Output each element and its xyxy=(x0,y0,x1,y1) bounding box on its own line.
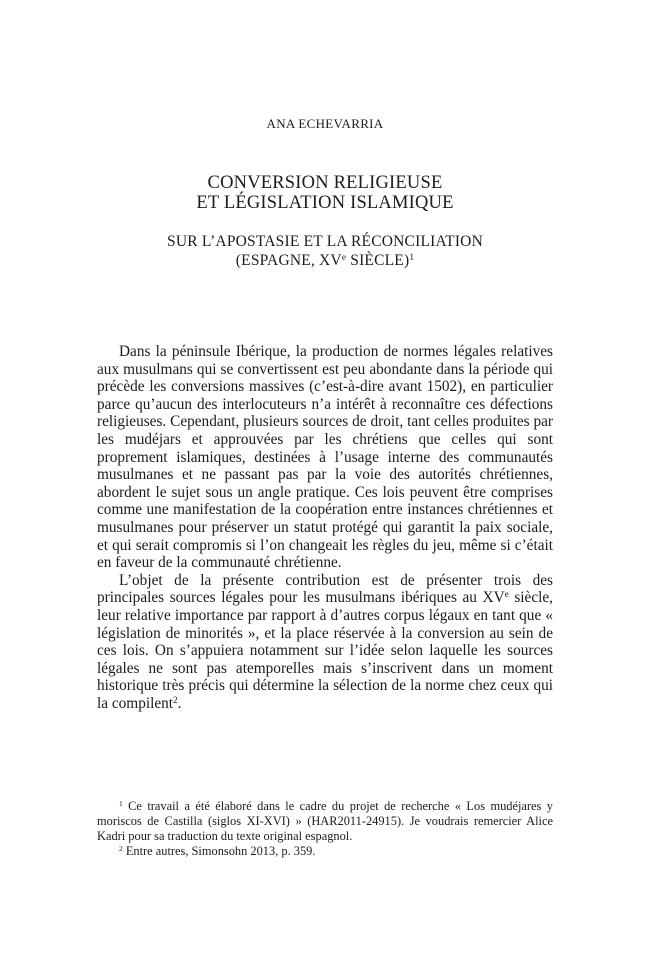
footnote-1-marker: 1 xyxy=(119,798,123,808)
subtitle-line-2 xyxy=(0,251,650,270)
footnote-ref-1[interactable]: 1 xyxy=(409,252,415,263)
body-paragraph-2 xyxy=(97,572,553,713)
subtitle-line-2-start: (ESPAGNE, XV xyxy=(235,252,342,269)
title-line-1: CONVERSION RELIGIEUSE xyxy=(207,173,443,193)
body-paragraph-2-part-b: siècle, leur relative importance par rapport à d’autres corpus légaux en tant que « législation de minorités », et la place réservée à la conversion au sein de ces lois. On s’appuiera notamment sur l’idée selon laquelle les sources légales ne sont pas atemporelles mais s’inscrivent dans un moment historique très précis qui détermine la sélection de la norme chez ceux qui la compilent xyxy=(97,589,553,712)
subtitle-line-1: SUR L’APOSTASIE ET LA RÉCONCILIATION xyxy=(167,233,483,250)
footnote-2 xyxy=(97,844,553,859)
body-paragraph-2-end: . xyxy=(177,694,182,712)
article-body xyxy=(97,343,553,712)
footnote-2-text: Entre autres, Simonsohn 2013, p. 359. xyxy=(122,843,316,858)
century-superscript: e xyxy=(504,589,509,600)
body-paragraph-1: Dans la péninsule Ibérique, la production de normes légales relatives aux musulmans qui se convertissent est peu abondante dans la période qui précède les conversions massives (c’est-à-dire avant 1502), en particulier parce qu’aucun des interlocuteurs n’a intérêt à reconnaître ces défections religieuses. Cependant, plusieurs sources de droit, tant celles produites par les mudéjars et approuvées par les chrétiens que celles qui sont proprement islamiques, destinées à l’usage interne des communautés musulmanes et ne passant pas par la voie des autorités chrétiennes, abordent le sujet sous un angle pratique. Ces lois peuvent être comprises comme une manifestation de la coopération entre instances chrétiennes et musulmanes pour préserver un statut protégé qui garantit la paix sociale, et qui serait compromis si l’on changeait les règles du jeu, même si c’était en faveur de la communauté chrétienne. xyxy=(97,343,553,572)
footnote-2-marker: 2 xyxy=(119,843,123,853)
author-name: ANA ECHEVARRIA xyxy=(266,116,384,131)
title-line-2: ET LÉGISLATION ISLAMIQUE xyxy=(196,193,454,213)
footnote-1-text: Ce travail a été élaboré dans le cadre du projet de recherche « Los mudéjares y moriscos de Castilla (siglos XI-XVI) » (HAR2011-24915). Je voudrais remercier Alice Kadri pour sa traduction du texte original espagnol. xyxy=(97,799,553,843)
footnotes xyxy=(97,799,553,859)
article-subtitle xyxy=(0,232,650,270)
footnote-1 xyxy=(97,799,553,844)
footnote-ref-2[interactable]: 2 xyxy=(173,694,178,705)
body-paragraph-2-part-a: L’objet de la présente contribution est de présenter trois des principales sources légales pour les musulmans ibériques au XV xyxy=(97,571,553,607)
subtitle-line-2-end: SIÈCLE) xyxy=(346,252,410,269)
century-superscript: e xyxy=(341,252,347,263)
article-title xyxy=(0,173,650,213)
